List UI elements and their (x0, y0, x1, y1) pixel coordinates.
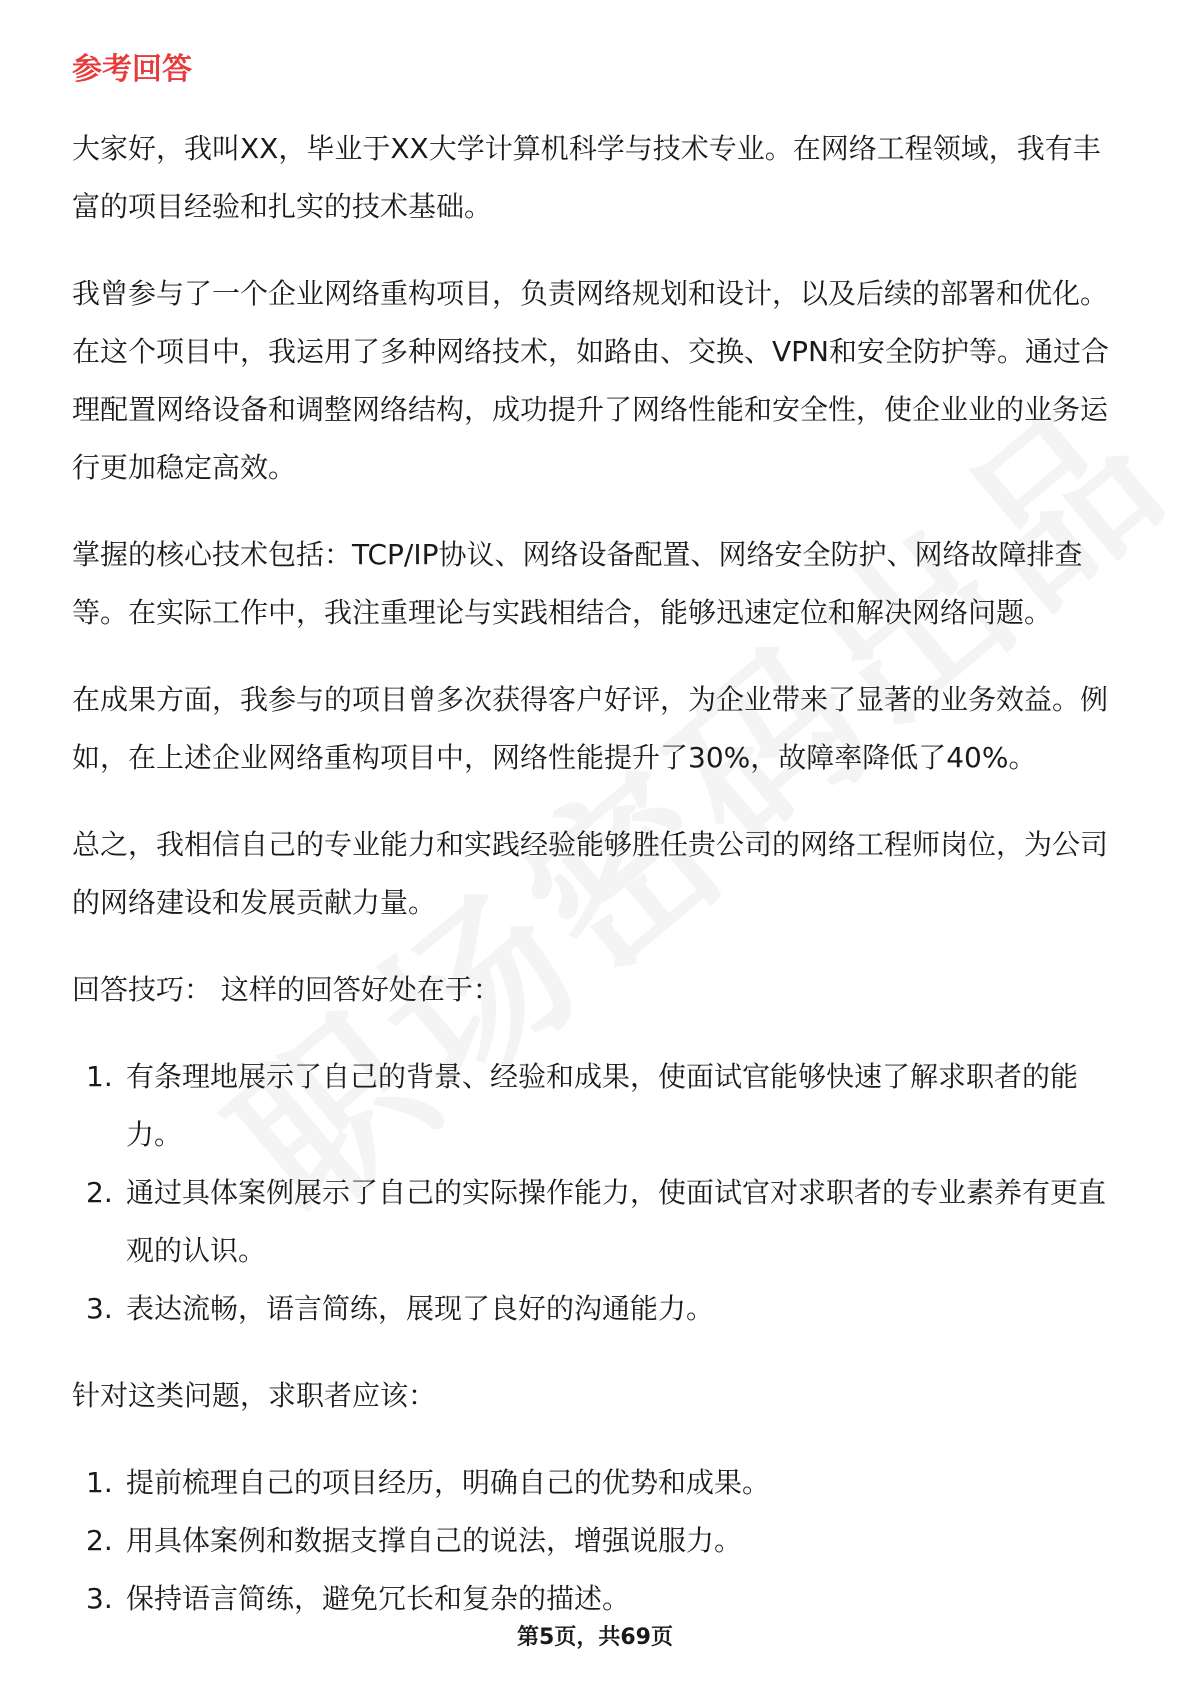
tips-intro: 回答技巧： 这样的回答好处在于： (72, 973, 501, 1006)
list-number: 1. (86, 1060, 113, 1093)
paragraph-conclusion: 总之，我相信自己的专业能力和实践经验能够胜任贵公司的网络工程师岗位，为公司的网络建设和发展贡献力量。 (72, 828, 1109, 919)
list-number: 1. (86, 1466, 113, 1499)
answer-content (72, 120, 1118, 1657)
list-number: 2. (86, 1176, 113, 1209)
list-item (72, 1280, 1118, 1338)
list-text: 提前梳理自己的项目经历，明确自己的优势和成果。 (126, 1466, 771, 1499)
list-number: 3. (86, 1292, 113, 1325)
list-item (72, 1512, 1118, 1570)
advice-intro: 针对这类问题，求职者应该： (72, 1379, 437, 1412)
paragraph-skills: 掌握的核心技术包括：TCP/IP协议、网络设备配置、网络安全防护、网络故障排查等。在实际工作中，我注重理论与实践相结合，能够迅速定位和解决网络问题。 (72, 538, 1083, 629)
list-number: 2. (86, 1524, 113, 1557)
list-item (72, 1164, 1118, 1280)
list-number: 3. (86, 1582, 113, 1615)
section-heading: 参考回答 (72, 52, 192, 87)
list-item (72, 1048, 1118, 1164)
list-text: 表达流畅，语言简练，展现了良好的沟通能力。 (126, 1292, 715, 1325)
page-footer: 第5页，共69页 (517, 1625, 673, 1650)
advice-list (72, 1454, 1118, 1628)
list-text: 有条理地展示了自己的背景、经验和成果，使面试官能够快速了解求职者的能力。 (126, 1060, 1079, 1151)
paragraph-intro: 大家好，我叫XX，毕业于XX大学计算机科学与技术专业。在网络工程领域，我有丰富的项目经验和扎实的技术基础。 (72, 132, 1101, 223)
list-text: 用具体案例和数据支撑自己的说法，增强说服力。 (126, 1524, 743, 1557)
tips-list (72, 1048, 1118, 1338)
list-text: 通过具体案例展示了自己的实际操作能力，使面试官对求职者的专业素养有更直观的认识。 (126, 1176, 1107, 1267)
paragraph-results: 在成果方面，我参与的项目曾多次获得客户好评，为企业带来了显著的业务效益。例如，在上述企业网络重构项目中，网络性能提升了30%，故障率降低了40%。 (72, 683, 1109, 774)
paragraph-project: 我曾参与了一个企业网络重构项目，负责网络规划和设计，以及后续的部署和优化。在这个项目中，我运用了多种网络技术，如路由、交换、VPN和安全防护等。通过合理配置网络设备和调整网络结构，成功提升了网络性能和安全性，使企业业的业务运行更加稳定高效。 (72, 277, 1109, 484)
list-item (72, 1570, 1118, 1628)
list-text: 保持语言简练，避免冗长和复杂的描述。 (126, 1582, 631, 1615)
list-item (72, 1454, 1118, 1512)
